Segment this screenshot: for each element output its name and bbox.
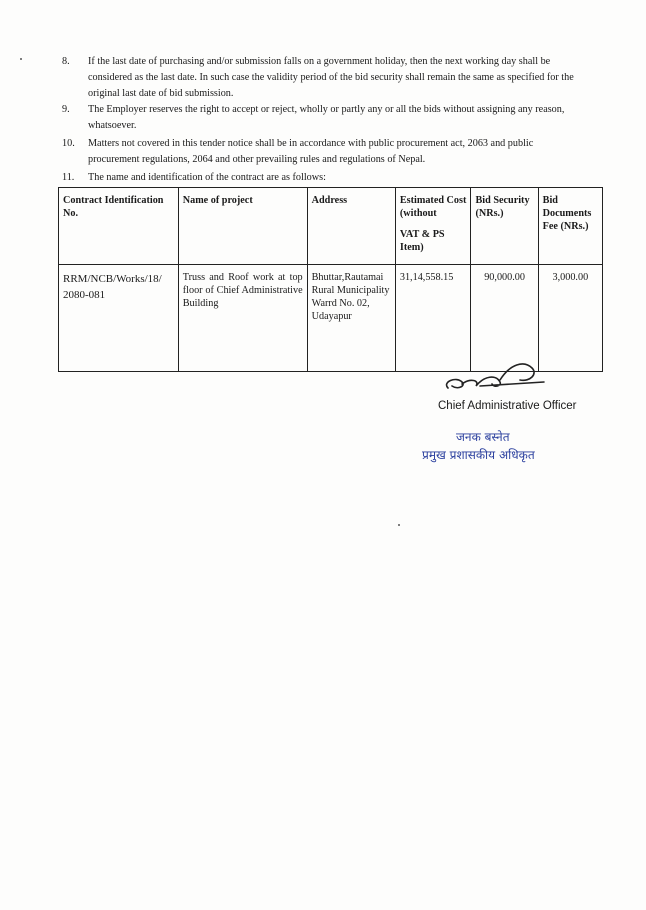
header-contract-id: Contract Identification No. xyxy=(59,188,179,265)
clause-text: The name and identification of the contract are as follows: xyxy=(88,172,326,183)
cell-bid-security: 90,000.00 xyxy=(471,265,538,372)
clause-9 xyxy=(62,102,582,134)
header-address: Address xyxy=(307,188,395,265)
nepali-name: जनक बस्नेत xyxy=(456,430,510,444)
header-bid-security: Bid Security (NRs.) xyxy=(471,188,538,265)
header-estimated-cost-line1: Estimated Cost (without xyxy=(399,195,467,219)
clause-text: The Employer reserves the right to accept or reject, wholly or partly any or all the bids without assigning any reason, whatsoever. xyxy=(88,104,565,131)
table-header-row xyxy=(59,188,603,265)
clause-number: 9. xyxy=(62,104,70,115)
signature-mark xyxy=(440,356,550,396)
clause-number: 8. xyxy=(62,56,70,67)
header-bid-fee: Bid Documents Fee (NRs.) xyxy=(538,188,602,265)
clause-8 xyxy=(62,54,582,102)
clause-text: If the last date of purchasing and/or submission falls on a government holiday, then the next working day shall be considered as the last date. In such case the validity period of the bid security shall remain the same as specified for the original last date of bid submission. xyxy=(88,56,574,99)
cell-project: Truss and Roof work at top floor of Chief Administrative Building xyxy=(178,265,307,372)
clause-number: 10. xyxy=(62,138,75,149)
speck xyxy=(398,524,400,526)
cell-address: Bhuttar,Rautamai Rural Municipality Warrd No. 02, Udayapur xyxy=(307,265,395,372)
nepali-title: प्रमुख प्रशासकीय अधिकृत xyxy=(422,448,535,462)
clause-11 xyxy=(62,170,582,186)
cell-estimated-cost: 31,14,558.15 xyxy=(395,265,471,372)
clause-10 xyxy=(62,136,582,168)
header-estimated-cost xyxy=(395,188,471,265)
cell-contract-id: RRM/NCB/Works/18/ 2080-081 xyxy=(59,265,179,372)
speck xyxy=(20,58,22,60)
header-estimated-cost-line2: VAT & PS Item) xyxy=(399,229,445,253)
clause-number: 11. xyxy=(62,172,75,183)
signatory-title: Chief Administrative Officer xyxy=(438,400,577,412)
contract-table xyxy=(58,187,603,372)
header-project: Name of project xyxy=(178,188,307,265)
cell-bid-fee: 3,000.00 xyxy=(538,265,602,372)
clause-text: Matters not covered in this tender notice shall be in accordance with public procurement act, 2063 and public procurement regulations, 2064 and other prevailing rules and regulations of Nepal. xyxy=(88,138,534,165)
